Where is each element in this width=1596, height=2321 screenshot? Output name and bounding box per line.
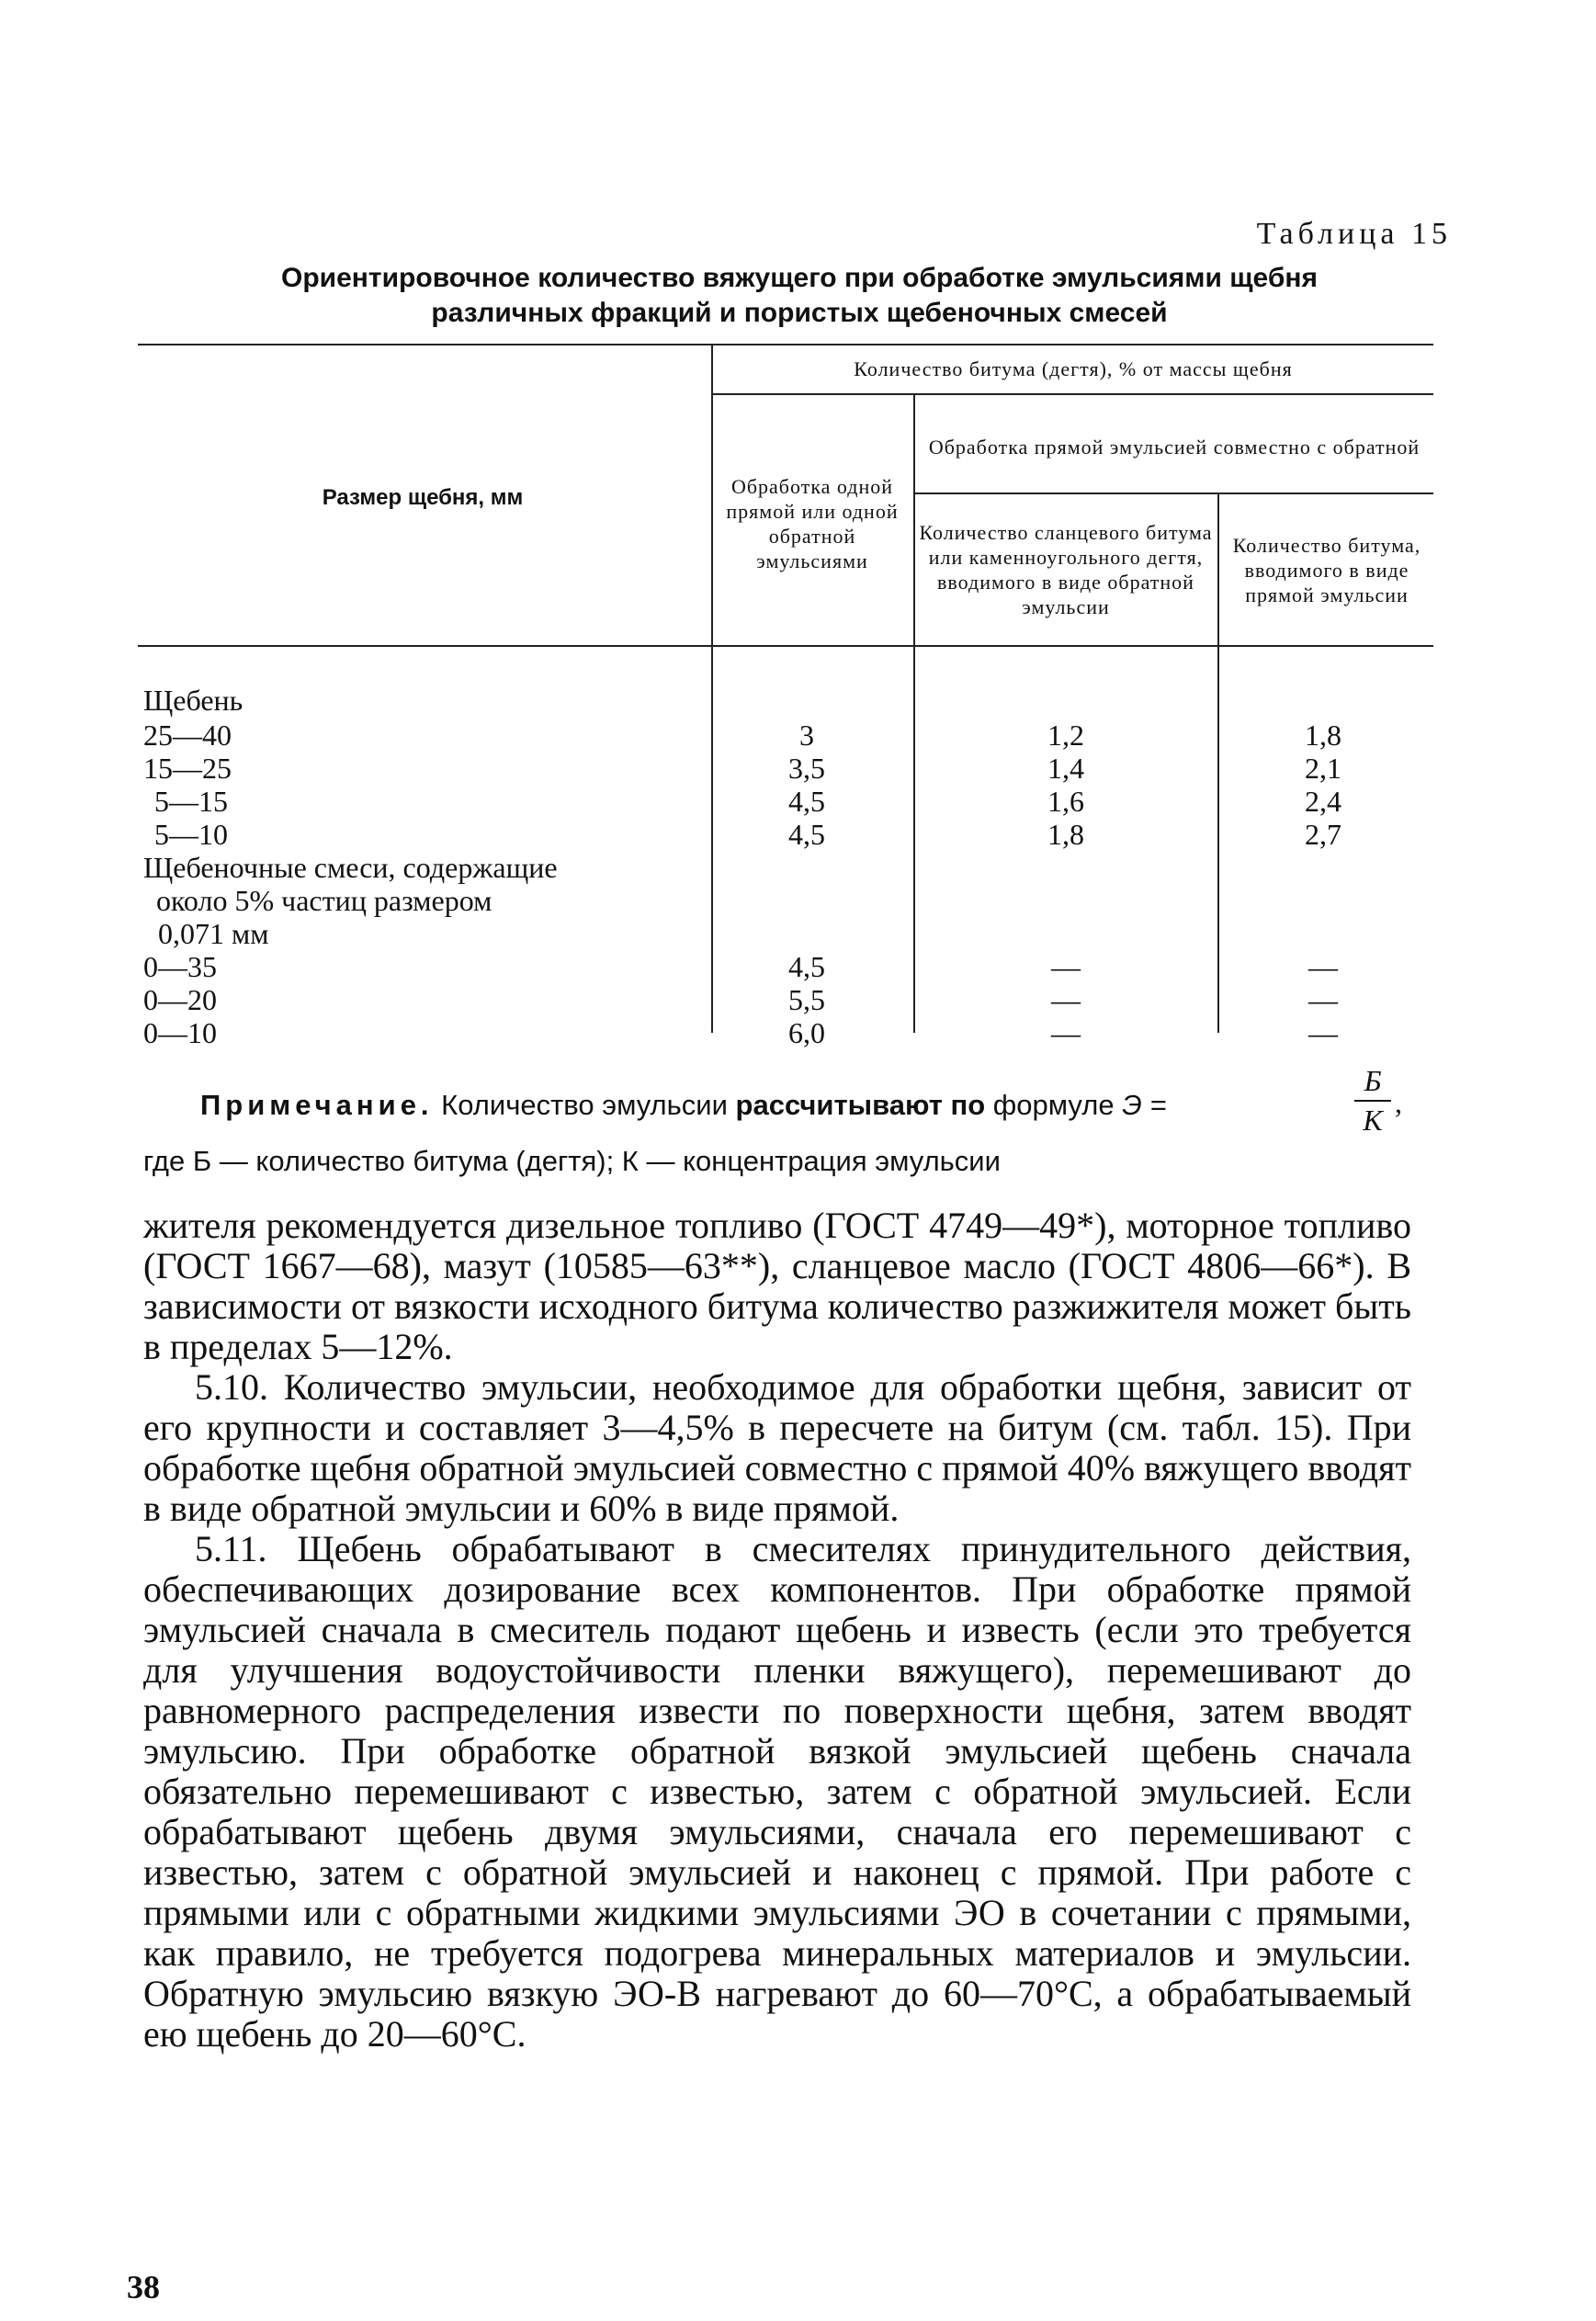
formula-lhs: Э =: [1122, 1089, 1167, 1121]
paragraph-3: 5.11. Щебень обрабатывают в смесителях принудительного действия, обеспечивающих дозирование всех компонентов. При обработке прямой эмульсией сначала в смеситель подают щебень и известь (если это требуется для улучшения водоустойчивости пленки вяжущего), перемешивают до равномерного распределения извести по поверхности щебня, затем вводят эмульсию. При обработке обратной вязкой эмульсией щебень сначала обязательно перемешивают с известью, затем с обратной эмульсией. Если обрабатывают щебень двумя эмульсиями, сначала его перемешивают с известью, затем с обратной эмульсией и наконец с прямой. При работе с прямыми или с обратными жидкими эмульсиями ЭО в сочетании с прямыми, как правило, не требуется подогрева минеральных материалов и эмульсии. Обратную эмульсию вязкую ЭО-В нагревают до 60—70°С, а обрабатываемый ею щебень до 20—60°С.: [143, 1528, 1411, 2055]
note-text-a: Количество эмульсии: [433, 1089, 736, 1121]
note-text-b: формуле: [985, 1089, 1123, 1121]
value-reverse: 1,2: [1047, 719, 1084, 752]
header-combined: Обработка прямой эмульсией совместно с обратной: [928, 435, 1421, 459]
row-label: 0,071 мм: [158, 917, 269, 950]
row-label: 0—20: [143, 983, 217, 1016]
note-lead: Примечание.: [200, 1089, 434, 1121]
fraction-bar: [1354, 1100, 1391, 1102]
header-single: Обработка одной прямой или одной обратной эмульсиями: [726, 475, 899, 572]
value-direct: 2,7: [1305, 818, 1341, 851]
value-single: 6,0: [788, 1016, 825, 1049]
row-label: 0—35: [143, 950, 217, 983]
value-direct: —: [1308, 1016, 1338, 1049]
header-amount: Количество битума (дегтя), % от массы щебня: [854, 357, 1293, 380]
row-label: Щебень: [143, 684, 243, 717]
table-header-rule: [138, 645, 1433, 647]
formula-tail: ,: [1395, 1086, 1402, 1119]
row-label: 0—10: [143, 1016, 217, 1049]
column-divider-1: [711, 344, 713, 1033]
value-single: 4,5: [788, 785, 825, 818]
row-label: 5—10: [154, 818, 228, 851]
table-title-line2: различных фракций и пористых щебеночных смесей: [431, 298, 1168, 328]
column-divider-3: [1217, 493, 1219, 1033]
row-label: около 5% частиц размером: [156, 884, 492, 917]
row-label: Щебеночные смеси, содержащие: [143, 851, 558, 884]
combined-header-rule: [913, 493, 1433, 494]
header-size: Размер щебня, мм: [322, 485, 524, 510]
table-note: [200, 1089, 1166, 1122]
table-title: [193, 261, 1406, 331]
row-label: 15—25: [143, 752, 232, 785]
note-text-bold: рассчитывают по: [735, 1089, 986, 1121]
row-label: 5—15: [154, 785, 228, 818]
amount-header-rule: [713, 393, 1433, 395]
value-reverse: —: [1051, 950, 1081, 983]
formula-denominator: К: [1363, 1104, 1383, 1137]
value-reverse: —: [1051, 1016, 1081, 1049]
value-direct: 2,1: [1305, 752, 1341, 785]
paragraph-2: 5.10. Количество эмульсии, необходимое для обработки щебня, зависит от его крупности и составляет 3—4,5% в пересчете на битум (см. табл. 15). При обработке щебня обратной эмульсией совместно с прямой 40% вяжущего вводят в виде обратной эмульсии и 60% в виде прямой.: [143, 1366, 1411, 1529]
value-single: 3,5: [788, 752, 825, 785]
table-label: Таблица 15: [1256, 217, 1452, 251]
table-title-line1: Ориентировочное количество вяжущего при обработке эмульсиями щебня: [281, 263, 1318, 293]
value-direct: 2,4: [1305, 785, 1341, 818]
value-direct: —: [1308, 983, 1338, 1016]
value-reverse: 1,8: [1047, 818, 1084, 851]
value-reverse: 1,6: [1047, 785, 1084, 818]
value-single: 4,5: [788, 950, 825, 983]
value-reverse: —: [1051, 983, 1081, 1016]
value-single: 5,5: [788, 983, 825, 1016]
body-text: [143, 1206, 1411, 2055]
note-line2: где Б — количество битума (дегтя); К — концентрация эмульсии: [143, 1145, 1001, 1177]
header-direct: Количество битума, вводимого в виде прямой эмульсии: [1232, 533, 1421, 606]
row-label: 25—40: [143, 719, 232, 752]
value-direct: 1,8: [1305, 719, 1341, 752]
value-reverse: 1,4: [1047, 752, 1084, 785]
value-direct: —: [1308, 950, 1338, 983]
header-reverse: Количество сланцевого битума или каменноугольного дегтя, вводимого в виде обратной эмульсии: [919, 521, 1213, 618]
column-divider-2: [913, 393, 915, 1033]
value-single: 3: [799, 719, 814, 752]
formula-fraction: [1354, 1064, 1391, 1138]
value-single: 4,5: [788, 818, 825, 851]
formula-numerator: Б: [1364, 1064, 1382, 1097]
page-number: 38: [127, 2269, 160, 2305]
paragraph-1: жителя рекомендуется дизельное топливо (ГОСТ 4749—49*), моторное топливо (ГОСТ 1667—68), мазут (10585—63**), сланцевое масло (ГОСТ 4806—66*). В зависимости от вязкости исходного битума количество разжижителя может быть в пределах 5—12%.: [143, 1205, 1411, 1367]
